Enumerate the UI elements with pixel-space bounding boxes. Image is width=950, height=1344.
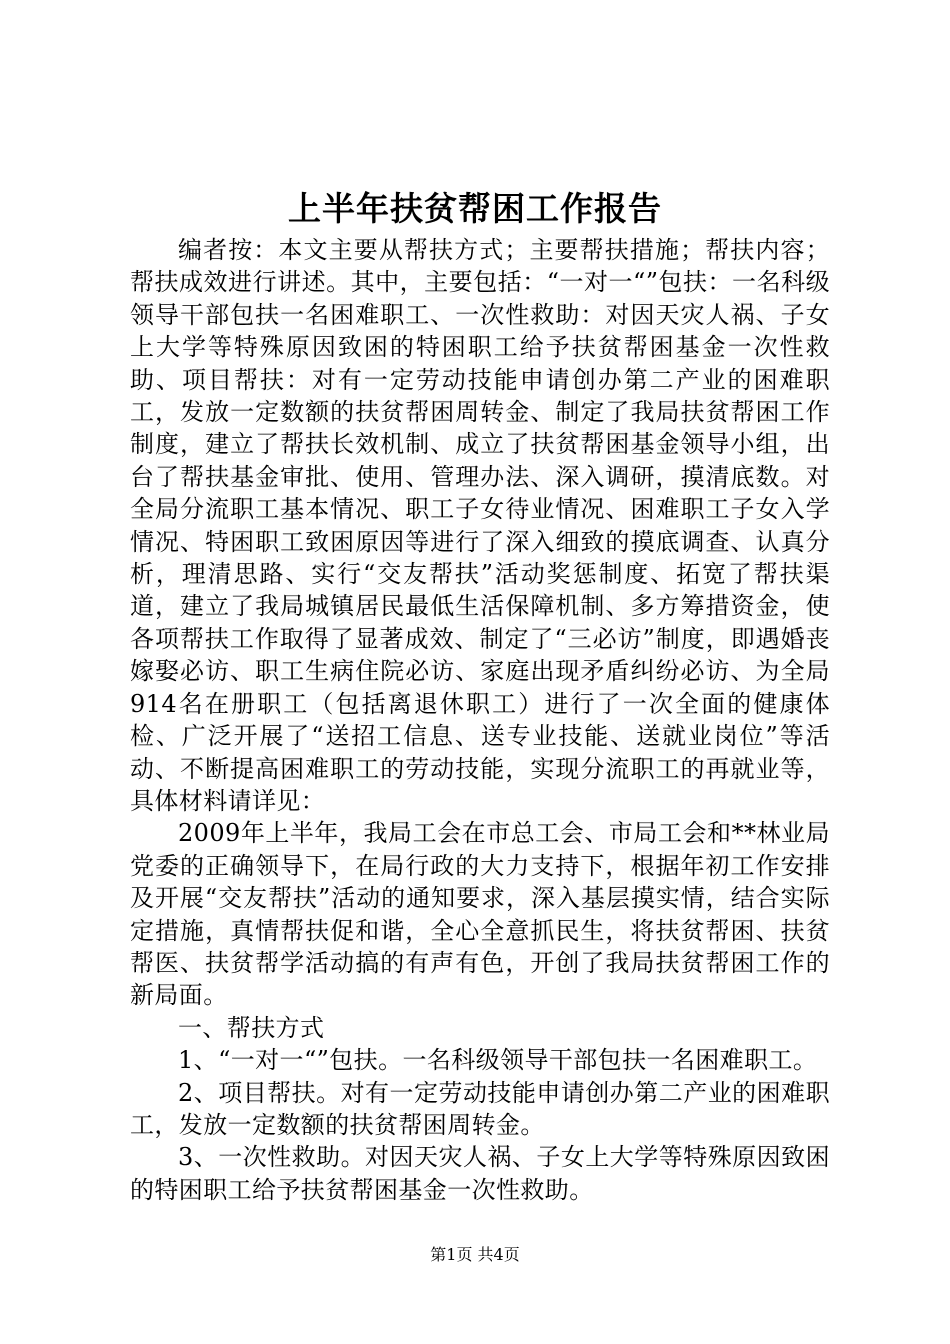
paragraph-editor-note: 编者按：本文主要从帮扶方式；主要帮扶措施；帮扶内容；帮扶成效进行讲述。其中，主要包括：“一对一“”包扶：一名科级领导干部包扶一名困难职工、一次性救助：对因天灾人祸、子女上大学等特殊原因致困的特困职工给予扶贫帮困基金一次性救助、项目帮扶：对有一定劳动技能申请创办第二产业的困难职工，发放一定数额的扶贫帮困周转金、制定了我局扶贫帮困工作制度，建立了帮扶长效机制、成立了扶贫帮困基金领导小组，出台了帮扶基金审批、使用、管理办法、深入调研，摸清底数。对全局分流职工基本情况、职工子女待业情况、困难职工子女入学情况、特困职工致困原因等进行了深入细致的摸底调查、认真分析，理清思路、实行“交友帮扶”活动奖惩制度、拓宽了帮扶渠道，建立了我局城镇居民最低生活保障机制、多方筹措资金，使各项帮扶工作取得了显著成效、制定了“三必访”制度，即遇婚丧嫁娶必访、职工生病住院必访、家庭出现矛盾纠纷必访、为全局914名在册职工（包括离退休职工）进行了一次全面的健康体检、广泛开展了“送招工信息、送专业技能、送就业岗位”等活动、不断提高困难职工的劳动技能，实现分流职工的再就业等，具体材料请详见：	[130, 236, 830, 815]
paragraph-intro: 2009年上半年，我局工会在市总工会、市局工会和**林业局党委的正确领导下，在局行政的大力支持下，根据年初工作安排及开展“交友帮扶”活动的通知要求，深入基层摸实情，结合实际定措施，真情帮扶促和谐，全心全意抓民生，将扶贫帮困、扶贫帮医、扶贫帮学活动搞的有声有色，开创了我局扶贫帮困工作的新局面。	[130, 819, 830, 1010]
document-body	[130, 234, 830, 1206]
list-item: 1、“一对一“”包扶。一名科级领导干部包扶一名困难职工。	[178, 1046, 818, 1075]
page-footer: 第1页 共4页	[430, 1245, 520, 1264]
document-title: 上半年扶贫帮困工作报告	[288, 189, 662, 228]
section-heading: 一、帮扶方式	[178, 1013, 325, 1042]
list-item: 3、一次性救助。对因天灾人祸、子女上大学等特殊原因致困的特困职工给予扶贫帮困基金一次性救助。	[130, 1143, 830, 1204]
list-item: 2、项目帮扶。对有一定劳动技能申请创办第二产业的困难职工，发放一定数额的扶贫帮困周转金。	[130, 1078, 830, 1139]
